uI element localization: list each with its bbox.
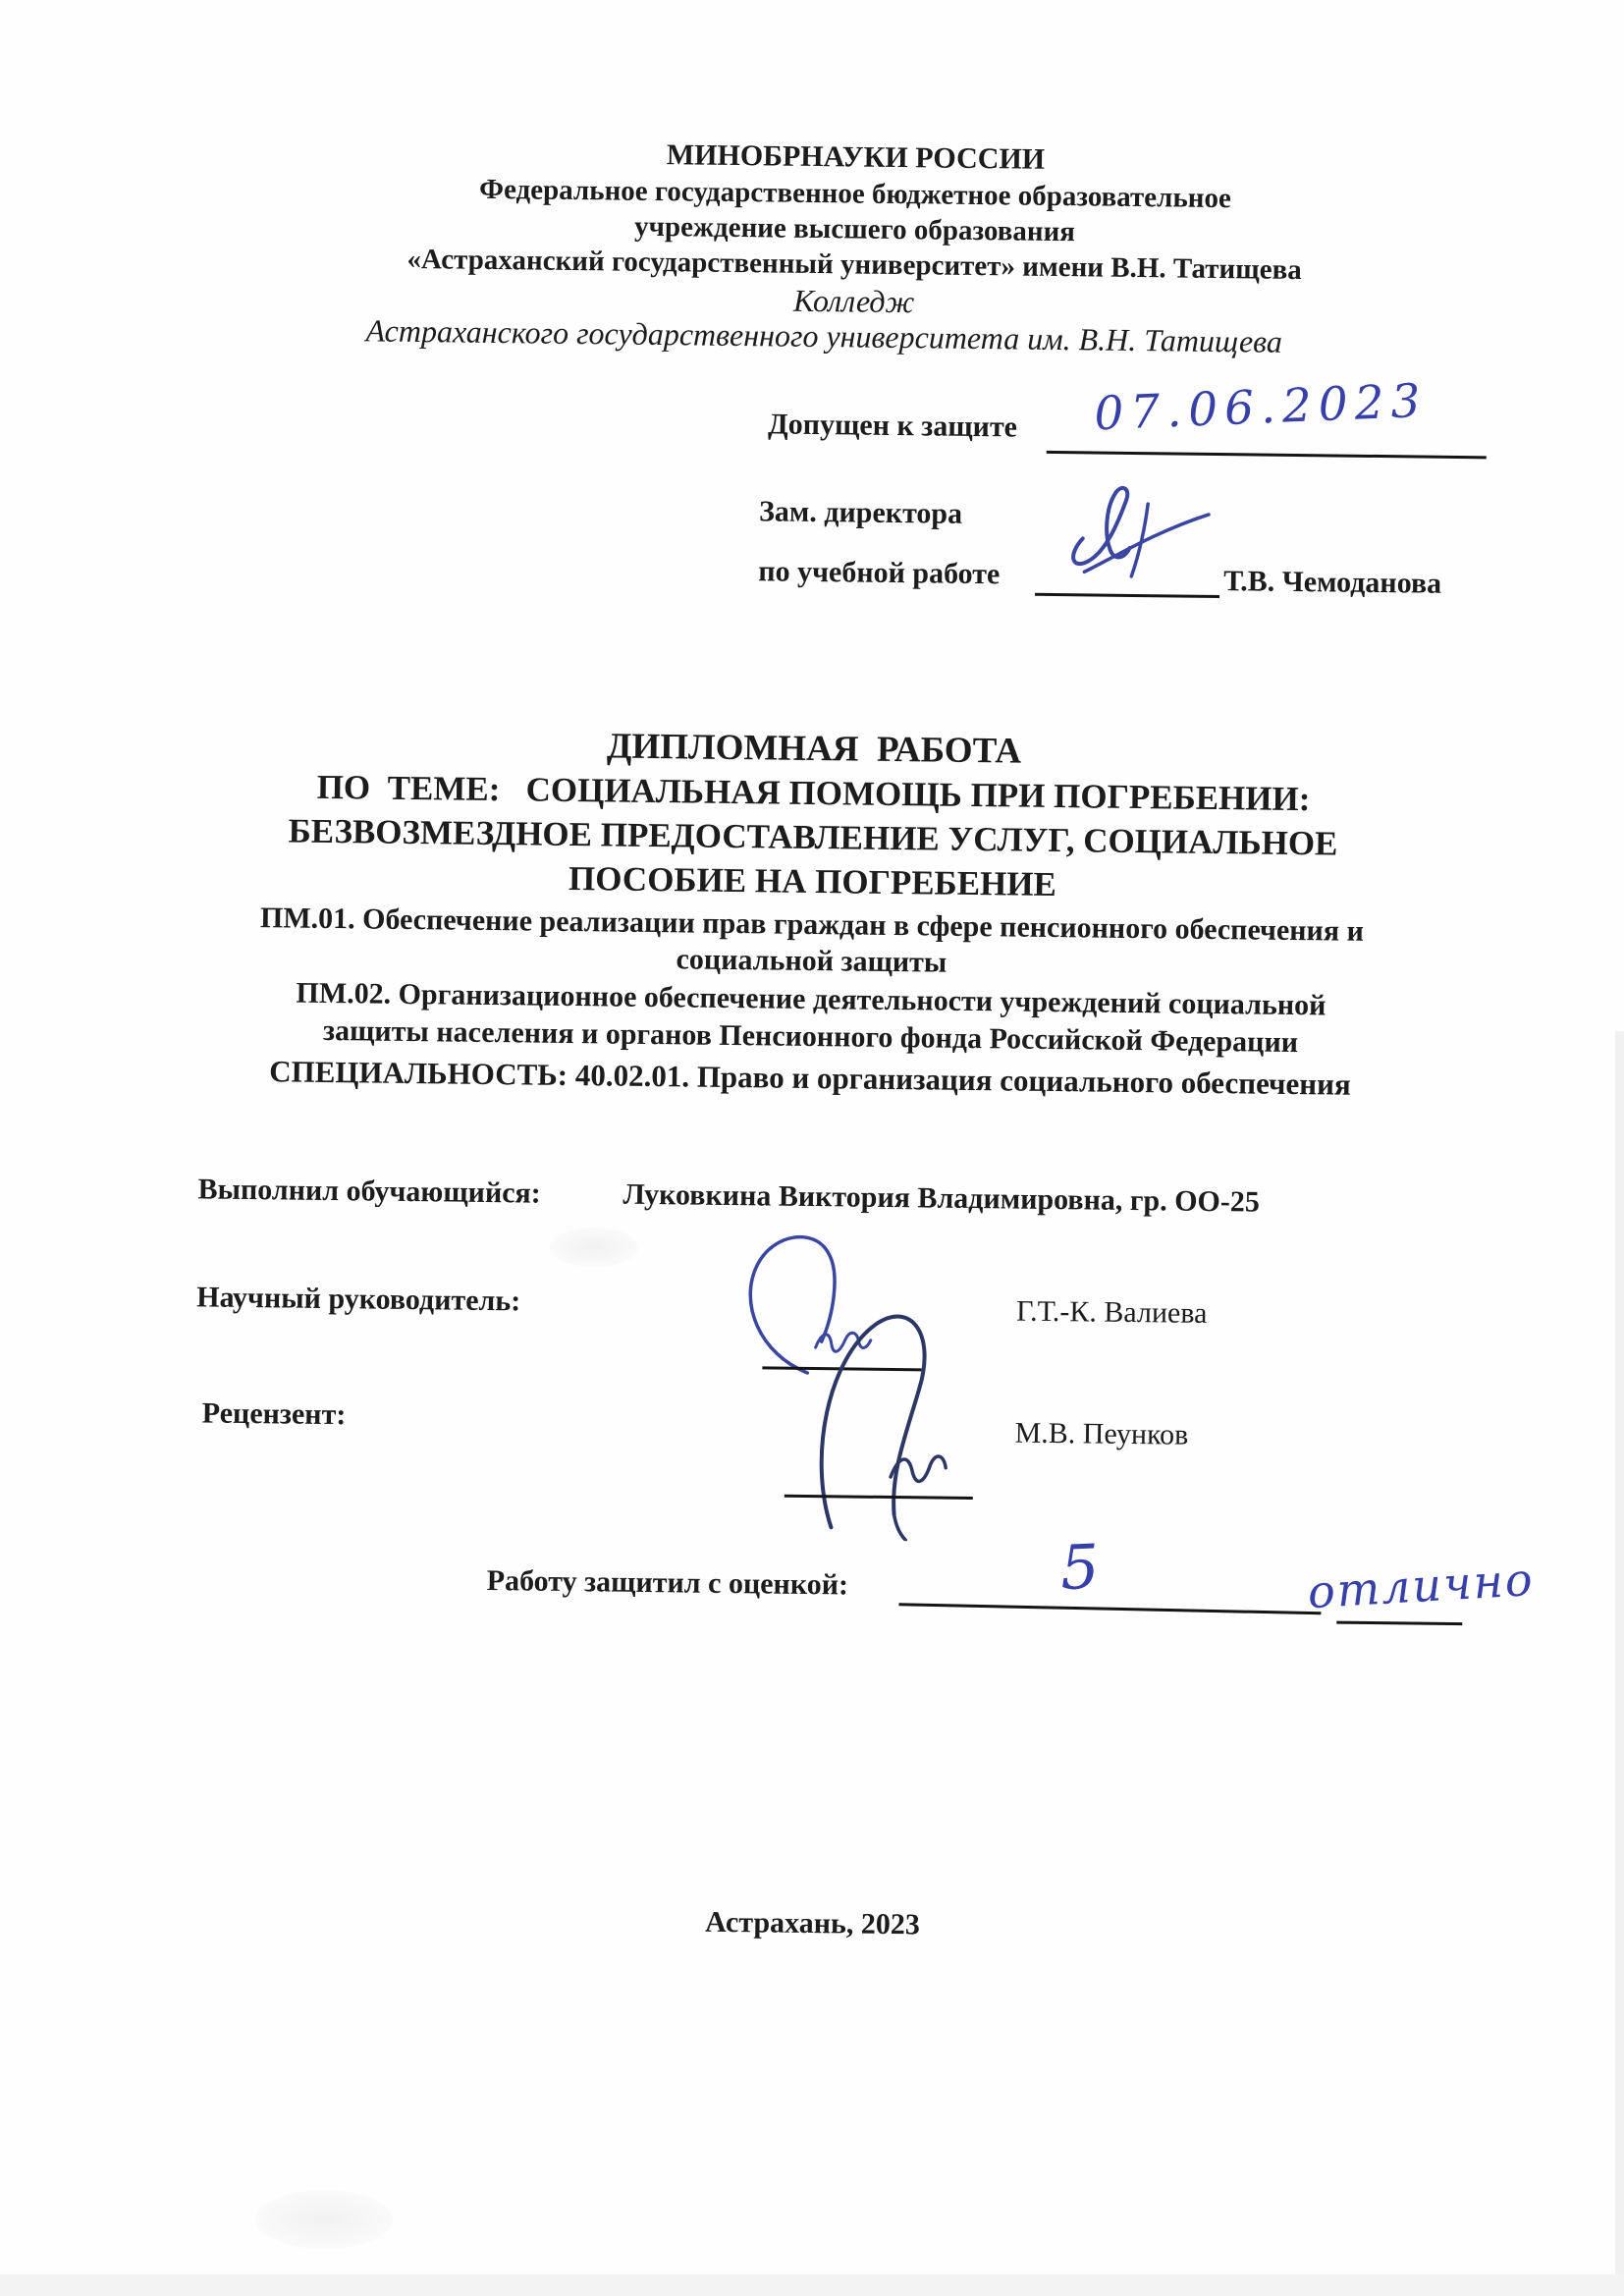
ministry-line: МИНОБРНАУКИ РОССИИ (666, 138, 1046, 176)
scan-edge-right (1615, 1031, 1624, 2296)
grade-value-handwritten: 5 (1058, 1530, 1101, 1605)
admission-label: Допущен к защите (767, 408, 1018, 444)
admission-date-line (1047, 451, 1487, 459)
college-line-1: Колледж (792, 282, 915, 320)
scan-edge-bottom (0, 2274, 1624, 2296)
module-pm01-line-2: социальной защиты (676, 943, 947, 979)
thesis-topic-line-3: ПОСОБИЕ НА ПОГРЕБЕНИЕ (568, 858, 1057, 904)
deputy-signature-line (1035, 593, 1219, 598)
org-line-1: Федеральное государственное бюджетное образовательное (478, 173, 1232, 215)
deputy-signature-ink (1053, 477, 1225, 589)
college-line-2: Астраханского государственного университета им. В.Н. Татищева (365, 312, 1283, 359)
grade-line-long (898, 1603, 1321, 1614)
deputy-name: Т.В. Чемоданова (1223, 565, 1442, 600)
org-line-3: «Астраханский государственный университет» имени В.Н. Татищева (406, 243, 1302, 287)
reviewer-label: Рецензент: (201, 1396, 347, 1432)
scan-smudge (550, 1228, 638, 1267)
thesis-topic-line-2: БЕЗВОЗМЕЗДНОЕ ПРЕДОСТАВЛЕНИЕ УСЛУГ, СОЦИАЛЬНОЕ (288, 811, 1338, 863)
module-pm01-line-1: ПМ.01. Обеспечение реализации прав граждан в сфере пенсионного обеспечения и (259, 902, 1365, 948)
deputy-title-line-1: Зам. директора (758, 495, 963, 530)
reviewer-name: М.В. Пеунков (1014, 1416, 1189, 1451)
thesis-topic-line-1: ПО ТЕМЕ: СОЦИАЛЬНАЯ ПОМОЩЬ ПРИ ПОГРЕБЕНИИ: (316, 767, 1311, 819)
student-label: Выполнил обучающийся: (197, 1173, 541, 1210)
grade-label: Работу защитил с оценкой: (486, 1564, 849, 1602)
scan-smudge (255, 2190, 393, 2249)
supervisor-name: Г.Т.-К. Валиева (1015, 1294, 1208, 1330)
supervisor-label: Научный руководитель: (196, 1281, 521, 1318)
student-name: Луковкина Виктория Владимировна, гр. ОО-25 (623, 1177, 1261, 1219)
module-pm02-line-1: ПМ.02. Организационное обеспечение деятельности учреждений социальной (296, 976, 1326, 1022)
specialty-line: СПЕЦИАЛЬНОСТЬ: 40.02.01. Право и организация социального обеспечения (269, 1054, 1352, 1102)
city-year-line: Астрахань, 2023 (704, 1905, 921, 1941)
grade-word-handwritten: отлично (1306, 1553, 1536, 1619)
grade-line-short (1336, 1621, 1462, 1626)
org-line-2: учреждение высшего образования (633, 210, 1076, 248)
thesis-type-title: ДИПЛОМНАЯ РАБОТА (606, 726, 1022, 772)
deputy-title-line-2: по учебной работе (758, 555, 1001, 591)
admission-date-handwritten: 07.06.2023 (1093, 373, 1429, 442)
module-pm02-line-2: защиты населения и органов Пенсионного фонда Российской Федерации (322, 1013, 1299, 1060)
reviewer-signature-ink (795, 1309, 980, 1542)
